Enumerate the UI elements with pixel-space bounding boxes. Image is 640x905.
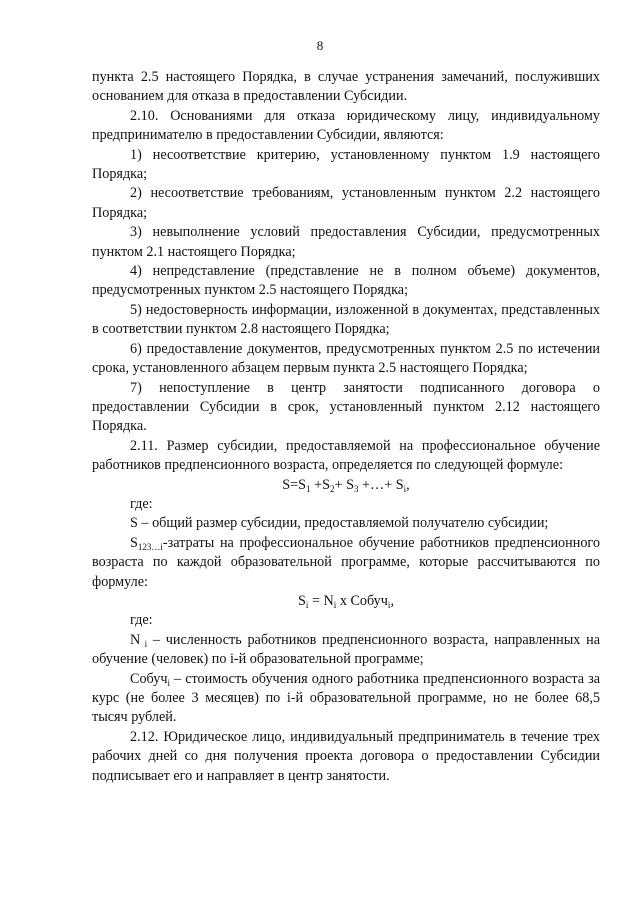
formula-subscript: 3 [353,483,359,494]
paragraph-2-10: 2.10. Основаниями для отказа юридическому лицу, индивидуальному предпринимателю в предоставлении Субсидии, являются: [92,107,600,144]
definition-text: – численность работников предпенсионного возраста, направленных на обучение (человек) по i-й образовательной программе; [92,631,600,668]
formula-subscript: i [387,599,391,610]
definition-subscript: i [140,638,148,649]
formula-subscript: 2 [330,483,335,494]
list-item-1: 1) несоответствие критерию, установленному пунктом 1.9 настоящего Порядка; [92,146,600,183]
definition-subscript: i [167,677,170,688]
paragraph-2-12: 2.12. Юридическое лицо, индивидуальный предприниматель в течение трех рабочих дней со дня получения проекта договора о предоставлении Субсидии подписывает его и направляет в центр занятости. [92,728,600,784]
formula-subscript: i [403,483,407,494]
formula-part: S=S [282,476,307,493]
document-body [92,68,600,786]
formula-part: , [406,476,410,493]
definition-s-items [92,534,600,592]
definition-text: – стоимость обучения одного работника предпенсионного возраста за курс (не более 3 месяцев) по i-й образовательной программе, но не более 68,5 тысяч рублей. [92,670,600,726]
formula-part: , [390,592,394,609]
formula-subscript: 1 [306,483,311,494]
page-number: 8 [316,38,324,53]
definition-s: S – общий размер субсидии, предоставляемой получателю субсидии; [130,515,549,532]
formula-part: S [298,592,306,609]
definition-symbol: S [130,534,138,551]
definition-symbol: N [130,631,141,648]
formula-part: + S [334,476,354,493]
formula-part: +…+ S [358,476,404,493]
formula-part: +S [310,476,331,493]
list-item-7: 7) непоступление в центр занятости подписанного договора о предоставлении Субсидии в срок, установленный пунктом 2.12 настоящего Порядка. [92,379,600,435]
list-item-3: 3) невыполнение условий предоставления Субсидии, предусмотренных пунктом 2.1 настоящего Порядка; [92,224,600,260]
formula-subscript: i [333,599,337,610]
list-item-2: 2) несоответствие требованиям, установленным пунктом 2.2 настоящего Порядка; [92,185,600,221]
list-item-5: 5) недостоверность информации, изложенной в документах, представленных в соответствии пунктом 2.8 настоящего Порядка; [92,301,600,338]
definition-subscript: 123…i [137,541,163,552]
formula-subscript: i [305,599,309,610]
definition-symbol: Собуч [130,670,168,687]
where-label: где: [130,612,153,629]
definition-cost [92,670,600,728]
formula-total-subsidy [92,476,600,495]
definition-n [92,631,600,670]
paragraph-continuation: пункта 2.5 настоящего Порядка, в случае устранения замечаний, послуживших основанием для отказа в предоставлении Субсидии. [92,69,600,105]
formula-part: x Собуч [336,592,388,609]
list-item-4: 4) непредставление (представление не в полном объеме) документов, предусмотренных пунктом 2.5 настоящего Порядка; [92,263,600,299]
where-label: где: [130,495,153,512]
formula-cost-per-program [92,592,600,611]
paragraph-2-11: 2.11. Размер субсидии, предоставляемой на профессиональное обучение работников предпенсионного возраста, определяется по следующей формуле: [92,437,600,474]
definition-text: -затраты на профессиональное обучение работников предпенсионного возраста по каждой образовательной программе, которые рассчитываются по формуле: [92,534,600,590]
formula-part: = N [308,592,334,609]
list-item-6: 6) предоставление документов, предусмотренных пунктом 2.5 по истечении срока, установленного абзацем первым пункта 2.5 настоящего Порядка; [92,340,600,377]
